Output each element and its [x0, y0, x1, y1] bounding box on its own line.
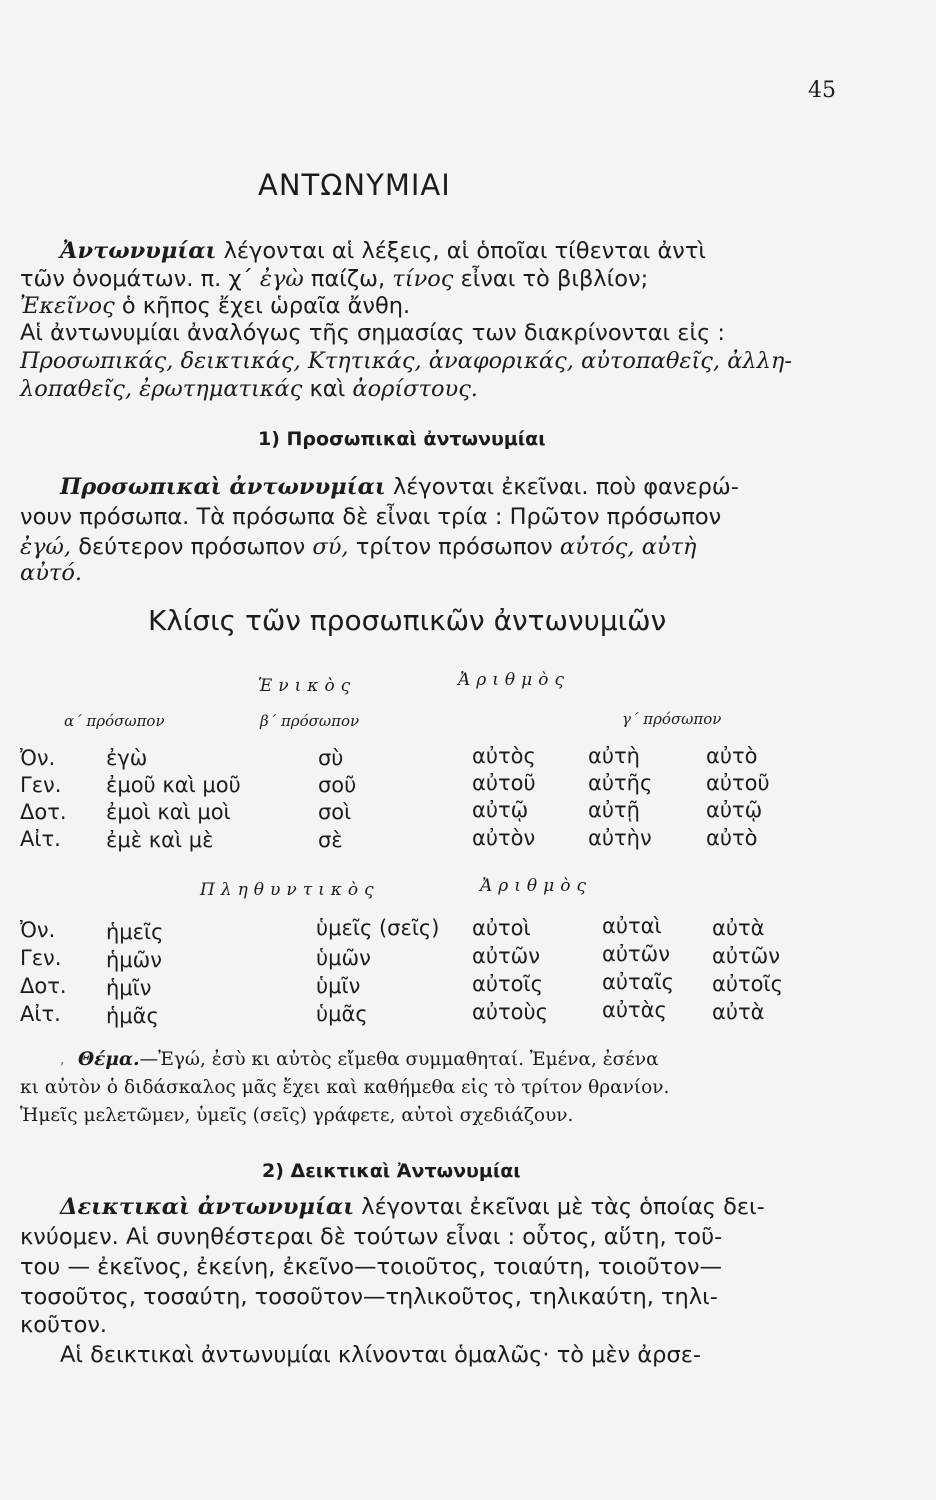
margin-mark: , — [60, 1052, 65, 1068]
third-person-neut: αὐτὰ — [712, 1000, 765, 1024]
singular-label-b: Ἀριθμὸς — [458, 670, 570, 690]
page-number: 45 — [808, 78, 836, 103]
third-person-fem: αὐτὴ — [588, 744, 640, 768]
third-person-masc: αὐτοῦ — [472, 771, 536, 795]
case-label: Ὀν. — [20, 746, 56, 770]
first-person-form: ἡμῖν — [106, 976, 152, 1000]
section1-heading: 1) Προσωπικαὶ ἀντωνυμίαι — [258, 428, 546, 450]
third-person-masc: αὐτοὶ — [472, 916, 531, 940]
third-person-fem: αὐτὰς — [602, 998, 667, 1022]
third-person-neut: αὐτὰ — [712, 916, 765, 940]
third-person-masc: αὐτῶν — [472, 944, 540, 968]
third-person-neut: αὐτὸ — [706, 744, 758, 768]
second-person-form: ὑμεῖς (σεῖς) — [316, 916, 440, 940]
second-person-form: σὺ — [318, 746, 344, 770]
third-person-fem: αὐτὴν — [588, 826, 652, 850]
second-person-form: ὑμῖν — [316, 974, 361, 998]
section2-line-5: κοῦτον. — [20, 1312, 108, 1338]
third-person-masc: αὐτῷ — [472, 798, 529, 822]
third-person-masc: αὐτοῖς — [472, 972, 543, 996]
first-person-form: ἡμᾶς — [106, 1004, 159, 1028]
second-person-form: σοὶ — [318, 800, 352, 824]
case-label: Αἰτ. — [20, 827, 61, 851]
intro-line-5: Προσωπικάς, δεικτικάς, Κτητικάς, ἀναφορικάς, αὐτοπαθεῖς, ἀλλη- — [20, 348, 793, 374]
first-person-form: ἐμὲ καὶ μὲ — [106, 828, 214, 852]
intro-line-3: Ἐκεῖνος ὁ κῆπος ἔχει ὡραῖα ἄνθη. — [20, 293, 411, 319]
third-person-masc: αὐτὸν — [472, 826, 536, 850]
singular-label-a: Ἑνικὸς — [258, 676, 357, 696]
first-person-form: ἐγὼ — [106, 746, 148, 770]
section2-line-3: του — ἐκεῖνος, ἐκείνη, ἐκεῖνο—τοιοῦτος, τοιαύτη, τοιοῦτον— — [20, 1254, 723, 1280]
third-person-fem: αὐτῇ — [588, 798, 640, 822]
second-person-form: σὲ — [318, 828, 343, 852]
intro-term: Ἀντωνυμίαι — [60, 238, 217, 264]
first-person-form: ἡμῶν — [106, 948, 162, 972]
page-title: ΑΝΤΩΝΥΜΙΑΙ — [258, 168, 451, 202]
plural-label-a: Πληθυντικὸς — [200, 880, 380, 900]
intro-line-2: τῶν ὀνομάτων. π. χ΄ ἐγὼ παίζω, τίνος εἶναι τὸ βιβλίον; — [20, 266, 649, 292]
case-label: Δοτ. — [20, 800, 67, 824]
third-person-neut: αὐτῶν — [712, 944, 780, 968]
third-person-neut: αὐτοῖς — [712, 972, 783, 996]
intro-line-6: λοπαθεῖς, ἐρωτηματικάς καὶ ἀορίστους. — [20, 376, 478, 402]
third-person-neut: αὐτοῦ — [706, 771, 770, 795]
case-label: Γεν. — [20, 946, 62, 970]
person-header-2: β΄ πρόσωπον — [260, 712, 360, 730]
theme-line-2: κι αὐτὸν ὁ διδάσκαλος μᾶς ἔχει καὶ καθήμεθα εἰς τὸ τρίτον θρανίον. — [20, 1077, 670, 1098]
person-header-3: γ΄ πρόσωπον — [622, 710, 722, 728]
first-person-form: ἐμοὶ καὶ μοὶ — [106, 800, 231, 824]
case-label: Ὀν. — [20, 918, 56, 942]
theme-label: Θέμα. — [78, 1049, 140, 1070]
case-label: Δοτ. — [20, 974, 67, 998]
intro-line-4: Αἱ ἀντωνυμίαι ἀναλόγως τῆς σημασίας των διακρίνονται εἰς : — [20, 320, 726, 346]
third-person-neut: αὐτὸ — [706, 826, 758, 850]
section1-line-4: αὐτό. — [20, 560, 83, 586]
case-label: Γεν. — [20, 773, 62, 797]
third-person-fem: αὐτῶν — [602, 942, 670, 966]
second-person-form: σοῦ — [318, 773, 357, 797]
plural-label-b: Ἀριθμὸς — [480, 876, 592, 896]
third-person-fem: αὐτῆς — [588, 771, 653, 795]
theme-line-3: Ἡμεῖς μελετῶμεν, ὑμεῖς (σεῖς) γράφετε, αὐτοὶ σχεδιάζουν. — [20, 1105, 574, 1126]
third-person-fem: αὐταὶ — [602, 914, 662, 938]
first-person-form: ἐμοῦ καὶ μοῦ — [106, 773, 241, 797]
second-person-form: ὑμῶν — [316, 946, 371, 970]
section2-line-2: κνύομεν. Αἱ συνηθέστεραι δὲ τούτων εἶναι : οὗτος, αὕτη, τοῦ- — [20, 1224, 723, 1250]
case-label: Αἰτ. — [20, 1002, 61, 1026]
section2-line-4: τοσοῦτος, τοσαύτη, τοσοῦτον—τηλικοῦτος, τηλικαύτη, τηλι- — [20, 1284, 718, 1310]
section1-line-2: νουν πρόσωπα. Τὰ πρόσωπα δὲ εἶναι τρία : Πρῶτον πρόσωπον — [20, 504, 722, 530]
section2-line-1: Δεικτικαὶ ἀντωνυμίαι λέγονται ἐκεῖναι μὲ τὰς ὁποίας δει- — [60, 1194, 765, 1220]
section2-heading: 2) Δεικτικαὶ Ἀντωνυμίαι — [262, 1160, 521, 1182]
third-person-fem: αὐταῖς — [602, 970, 674, 994]
intro-line-1: Ἀντωνυμίαι λέγονται αἱ λέξεις, αἱ ὁποῖαι τίθενται ἀντὶ — [60, 238, 706, 264]
third-person-masc: αὐτοὺς — [472, 1000, 548, 1024]
person-header-1: α΄ πρόσωπον — [64, 712, 165, 730]
third-person-neut: αὐτῷ — [706, 798, 763, 822]
section2-line-6: Αἱ δεικτικαὶ ἀντωνυμίαι κλίνονται ὁμαλῶς· τὸ μὲν ἀρσε- — [60, 1342, 702, 1368]
theme-line-1: Θέμα.—Ἐγώ, ἐσὺ κι αὐτὸς εἴμεθα συμμαθηταί. Ἐμένα, ἐσένα — [78, 1049, 659, 1070]
third-person-masc: αὐτὸς — [472, 744, 536, 768]
section1-line-1: Προσωπικαὶ ἀντωνυμίαι λέγονται ἐκεῖναι. ποὺ φανερώ- — [60, 474, 739, 500]
first-person-form: ἡμεῖς — [106, 920, 164, 944]
second-person-form: ὑμᾶς — [316, 1002, 368, 1026]
section1-line-3: ἐγώ, δεύτερον πρόσωπον σύ, τρίτον πρόσωπον αὐτός, αὐτὴ — [20, 534, 697, 560]
declension-caption: Κλίσις τῶν προσωπικῶν ἀντωνυμιῶν — [148, 604, 667, 637]
